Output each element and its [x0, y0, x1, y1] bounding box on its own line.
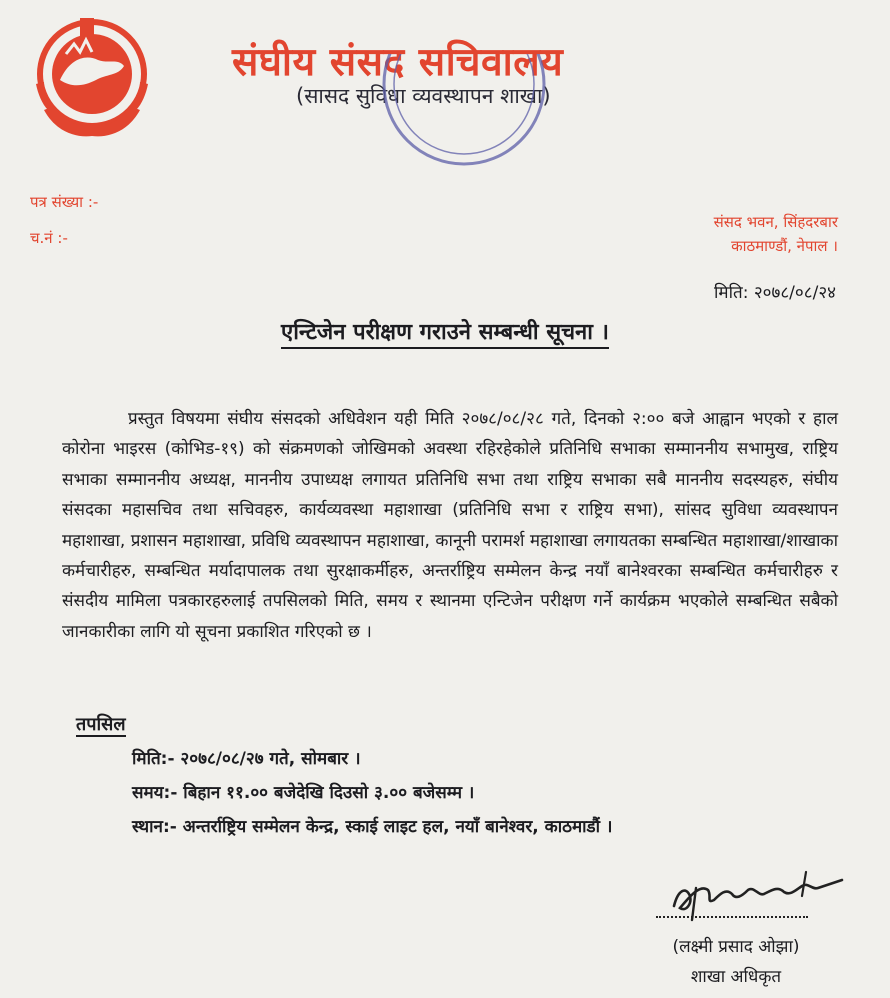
org-branch: (सासद सुविधा व्यवस्थापन शाखा)	[296, 84, 551, 108]
details-list	[132, 742, 612, 844]
detail-place: स्थान:- अन्तर्राष्ट्रिय सम्मेलन केन्द्र, स्काई लाइट हल, नयाँ बानेश्वर, काठमाडौं ।	[132, 817, 613, 837]
notice-heading-text: एन्टिजेन परीक्षण गराउने सम्बन्धी सूचना ।	[281, 320, 609, 349]
details-title-text: तपसिल	[76, 714, 126, 735]
office-stamp	[366, 54, 562, 172]
notice-body: प्रस्तुत विषयमा संघीय संसदको अधिवेशन यही मिति २०७८/०८/२८ गते, दिनको २:०० बजे आह्वान भएको र हाल कोरोना भाइरस (कोभिड-१९) को संक्रमणको जोखिमको अवस्था रहिरहेकोले प्रतिनिधि सभाका सम्माननीय सभामुख, राष्ट्रिय सभाका सम्माननीय अध्यक्ष, माननीय उपाध्यक्ष लगायत प्रतिनिधि सभा तथा राष्ट्रिय सभाका सबै माननीय सदस्यहरु, संघीय संसदका महासचिव तथा सचिवहरु, कार्यव्यवस्था महाशाखा (प्रतिनिधि सभा र राष्ट्रिय सभा), सांसद सुविधा व्यवस्थापन महाशाखा, प्रशासन महाशाखा, प्रविधि व्यवस्थापन महाशाखा, कानूनी परामर्श महाशाखा लगायतका सम्बन्धित महाशाखा/शाखाका कर्मचारीहरु, सम्बन्धित मर्यादापालक तथा सुरक्षाकर्मीहरु, अन्तर्राष्ट्रिय सम्मेलन केन्द्र नयाँ बानेश्वरका सम्बन्धित कर्मचारीहरु र संसदीय मामिला पत्रकारहरुलाई तपसिलको मिति, समय र स्थानमा एन्टिजेन परीक्षण गर्ने कार्यक्रम भएकोले सम्बन्धित सबैको जानकारीका लागि यो सूचना प्रकाशित गरिएको छ ।	[62, 409, 838, 642]
address-line-2: काठमाण्डौं, नेपाल ।	[731, 237, 838, 255]
details-title	[76, 712, 126, 736]
address-line-1: संसद भवन, सिंहदरबार	[713, 213, 838, 231]
notice-heading	[0, 316, 890, 346]
handwritten-signature	[656, 866, 852, 930]
letter-date: मिति: २०७८/०८/२४	[714, 283, 836, 303]
dispatch-number-label: च.नं :-	[30, 229, 68, 247]
detail-date: मिति:- २०७८/०८/२७ गते, सोमबार ।	[132, 749, 361, 769]
signatory-title: शाखा अधिकृत	[690, 967, 782, 987]
letter-number-label: पत्र संख्या :-	[30, 193, 99, 211]
detail-time: समय:- बिहान ११.०० बजेदेखि दिउसो ३.०० बजेसम्म ।	[132, 783, 475, 803]
signatory-name: (लक्ष्मी प्रसाद ओझा)	[672, 937, 800, 957]
org-name: संघीय संसद सचिवालय	[232, 40, 564, 85]
signature-line	[656, 916, 808, 918]
nepal-emblem-logo	[26, 14, 158, 150]
